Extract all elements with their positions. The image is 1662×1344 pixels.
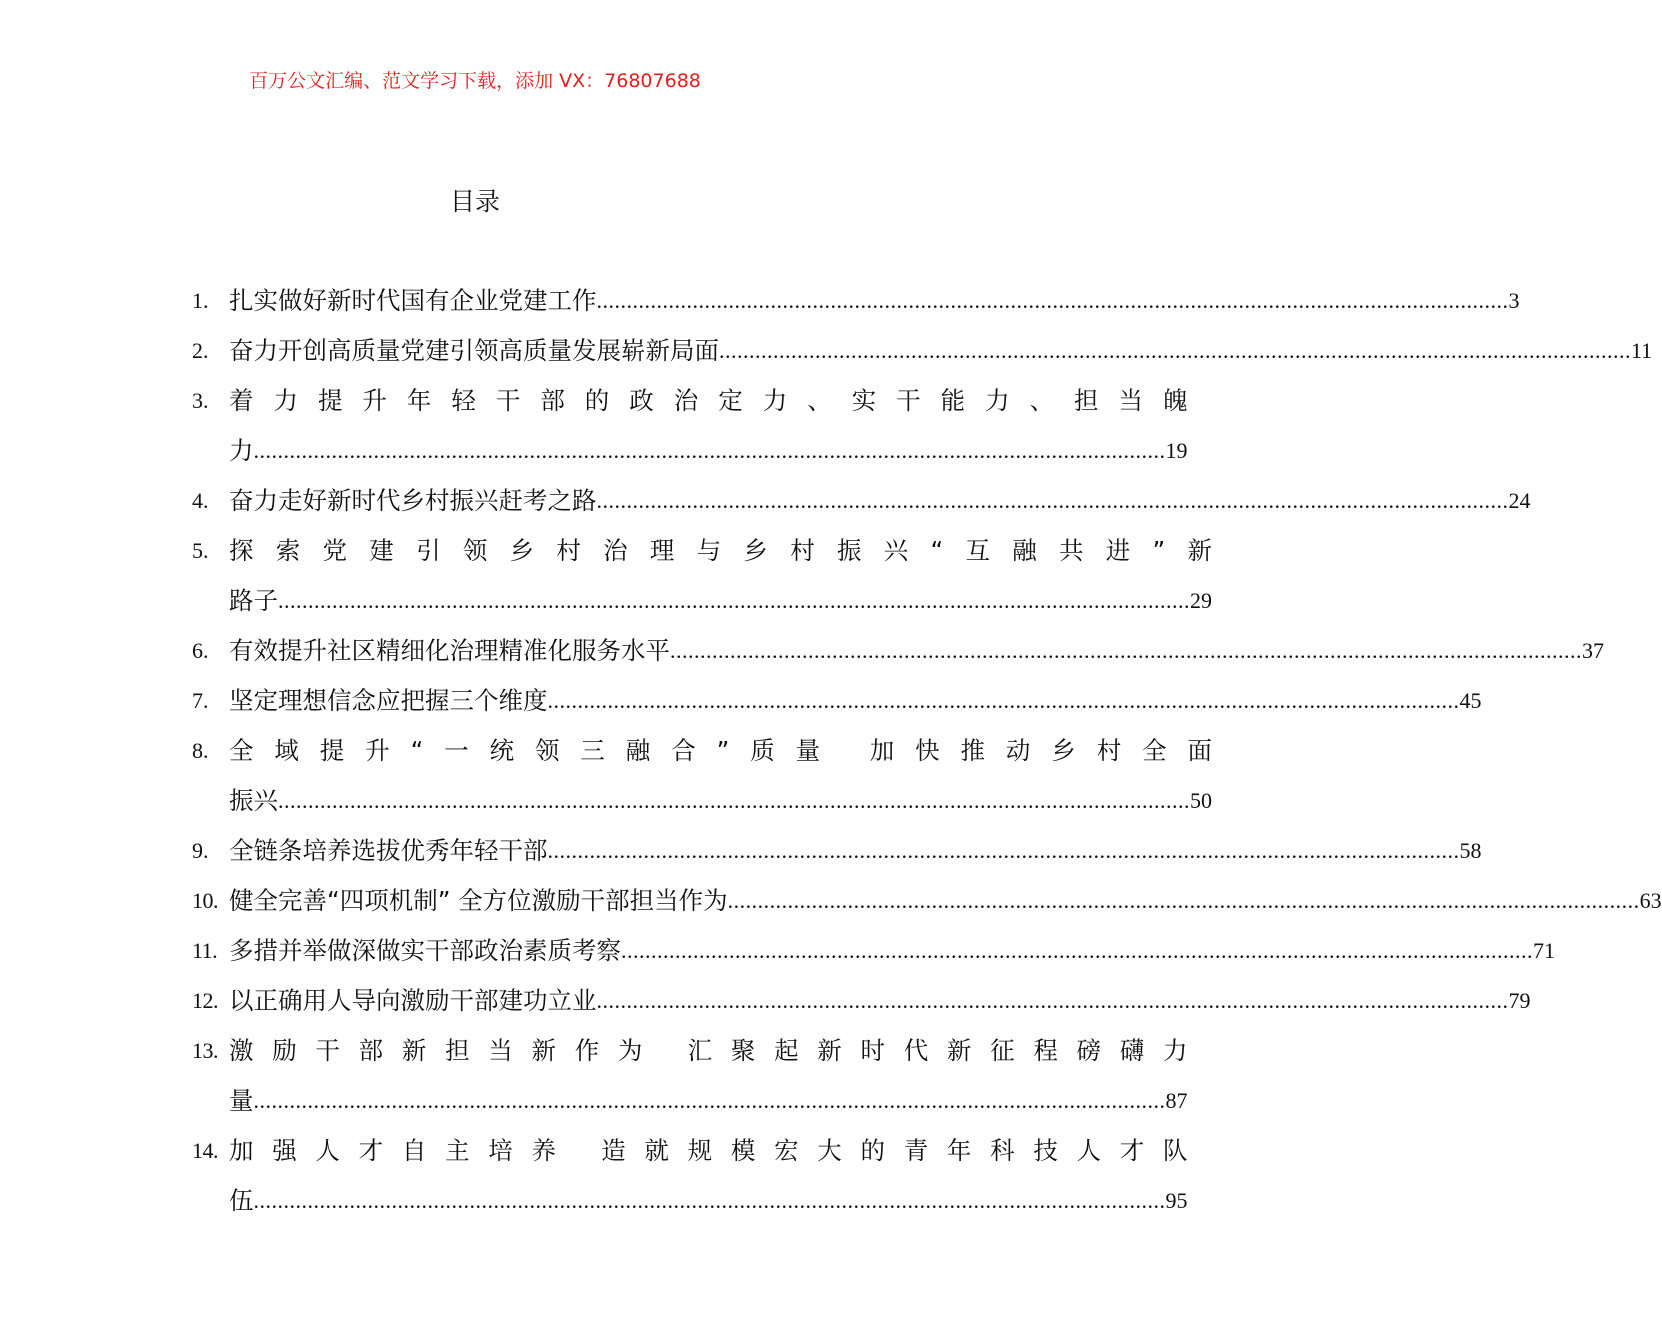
- toc-entry[interactable]: [192, 1026, 1188, 1126]
- toc-entry[interactable]: [192, 476, 1531, 526]
- toc-entry-page: 29: [1190, 588, 1212, 613]
- toc-entry-number: 5.: [192, 538, 209, 563]
- toc-entry-title: 奋力走好新时代乡村振兴赶考之路: [229, 486, 597, 515]
- toc-entry-number: 8.: [192, 738, 209, 763]
- toc-entry-number: 2.: [192, 338, 209, 363]
- toc-entry[interactable]: [192, 976, 1531, 1026]
- toc-entry-title: 激励干部新担当新作为 汇聚起新时代新征程磅礴力: [229, 1036, 1188, 1065]
- toc-leader-dots: [728, 876, 1640, 926]
- toc-entry-page: 45: [1459, 688, 1482, 713]
- toc-entry-number: 13.: [192, 1038, 218, 1063]
- toc-entry-number: 4.: [192, 488, 209, 513]
- toc-entry-title-continued: 路子: [229, 586, 278, 615]
- table-of-contents: [192, 276, 1662, 1226]
- toc-entry-page: 95: [1165, 1188, 1188, 1213]
- toc-entry[interactable]: [192, 526, 1212, 626]
- toc-entry-number: 11.: [192, 938, 218, 963]
- toc-entry-number: 12.: [192, 988, 218, 1013]
- toc-leader-dots: [597, 476, 1509, 526]
- toc-entry-page: 79: [1508, 988, 1531, 1013]
- toc-entry-page: 24: [1508, 488, 1531, 513]
- toc-entry-number: 14.: [192, 1138, 218, 1163]
- watermark-header: 百万公文汇编、范文学习下载，添加 VX：76807688: [249, 70, 701, 92]
- toc-entry-page: 50: [1190, 788, 1212, 813]
- toc-entry[interactable]: [192, 876, 1662, 926]
- toc-entry-title-continued: 量: [229, 1086, 254, 1115]
- toc-leader-dots: [548, 826, 1460, 876]
- toc-entry[interactable]: [192, 326, 1653, 376]
- toc-entry-title-continued: 力: [229, 436, 254, 465]
- toc-leader-dots: [278, 776, 1190, 826]
- toc-entry-title: 坚定理想信念应把握三个维度: [229, 686, 548, 715]
- toc-entry-title-continued: 伍: [229, 1186, 254, 1215]
- toc-entry-title: 加强人才自主培养 造就规模宏大的青年科技人才队: [229, 1136, 1188, 1165]
- toc-entry-title: 着力提升年轻干部的政治定力、实干能力、担当魄: [229, 386, 1188, 415]
- toc-entry-title: 多措并举做深做实干部政治素质考察: [229, 936, 621, 965]
- toc-entry-page: 19: [1165, 438, 1188, 463]
- toc-leader-dots: [621, 926, 1533, 976]
- toc-entry-page: 11: [1631, 338, 1653, 363]
- toc-entry-title: 有效提升社区精细化治理精准化服务水平: [229, 636, 670, 665]
- toc-entry-title: 全链条培养选拔优秀年轻干部: [229, 836, 548, 865]
- toc-leader-dots: [254, 1076, 1166, 1126]
- toc-entry[interactable]: [192, 376, 1188, 476]
- toc-leader-dots: [254, 1176, 1166, 1226]
- toc-entry-title: 探索党建引领乡村治理与乡村振兴“互融共进”新: [229, 536, 1212, 565]
- toc-entry-number: 10.: [192, 888, 218, 913]
- toc-leader-dots: [597, 976, 1509, 1026]
- toc-entry-title: 扎实做好新时代国有企业党建工作: [229, 286, 597, 315]
- toc-leader-dots: [719, 326, 1631, 376]
- toc-entry[interactable]: [192, 826, 1482, 876]
- toc-entry-page: 63: [1639, 888, 1662, 913]
- toc-entry-title-continued: 振兴: [229, 786, 278, 815]
- toc-entry-page: 58: [1459, 838, 1482, 863]
- toc-entry[interactable]: [192, 1126, 1188, 1226]
- toc-entry-title: 全域提升“一统领三融合”质量 加快推动乡村全面: [229, 736, 1212, 765]
- toc-entry-title: 以正确用人导向激励干部建功立业: [229, 986, 597, 1015]
- toc-entry[interactable]: [192, 926, 1555, 976]
- toc-entry[interactable]: [192, 676, 1482, 726]
- toc-entry-page: 71: [1533, 938, 1555, 963]
- toc-leader-dots: [670, 626, 1582, 676]
- toc-entry-number: 3.: [192, 388, 209, 413]
- page-title: 目录: [449, 187, 500, 216]
- toc-entry-number: 1.: [192, 288, 209, 313]
- toc-leader-dots: [597, 276, 1509, 326]
- toc-entry-page: 87: [1165, 1088, 1188, 1113]
- toc-entry-number: 7.: [192, 688, 209, 713]
- toc-leader-dots: [278, 576, 1190, 626]
- toc-leader-dots: [548, 676, 1460, 726]
- toc-entry-title: 奋力开创高质量党建引领高质量发展崭新局面: [229, 336, 719, 365]
- toc-entry-page: 37: [1582, 638, 1604, 663]
- toc-entry[interactable]: [192, 276, 1520, 326]
- toc-entry-title: 健全完善“四项机制” 全方位激励干部担当作为: [229, 886, 728, 915]
- toc-entry-page: 3: [1508, 288, 1520, 313]
- toc-leader-dots: [254, 426, 1166, 476]
- toc-entry-number: 6.: [192, 638, 209, 663]
- toc-entry[interactable]: [192, 626, 1604, 676]
- toc-entry-number: 9.: [192, 838, 209, 863]
- toc-entry[interactable]: [192, 726, 1212, 826]
